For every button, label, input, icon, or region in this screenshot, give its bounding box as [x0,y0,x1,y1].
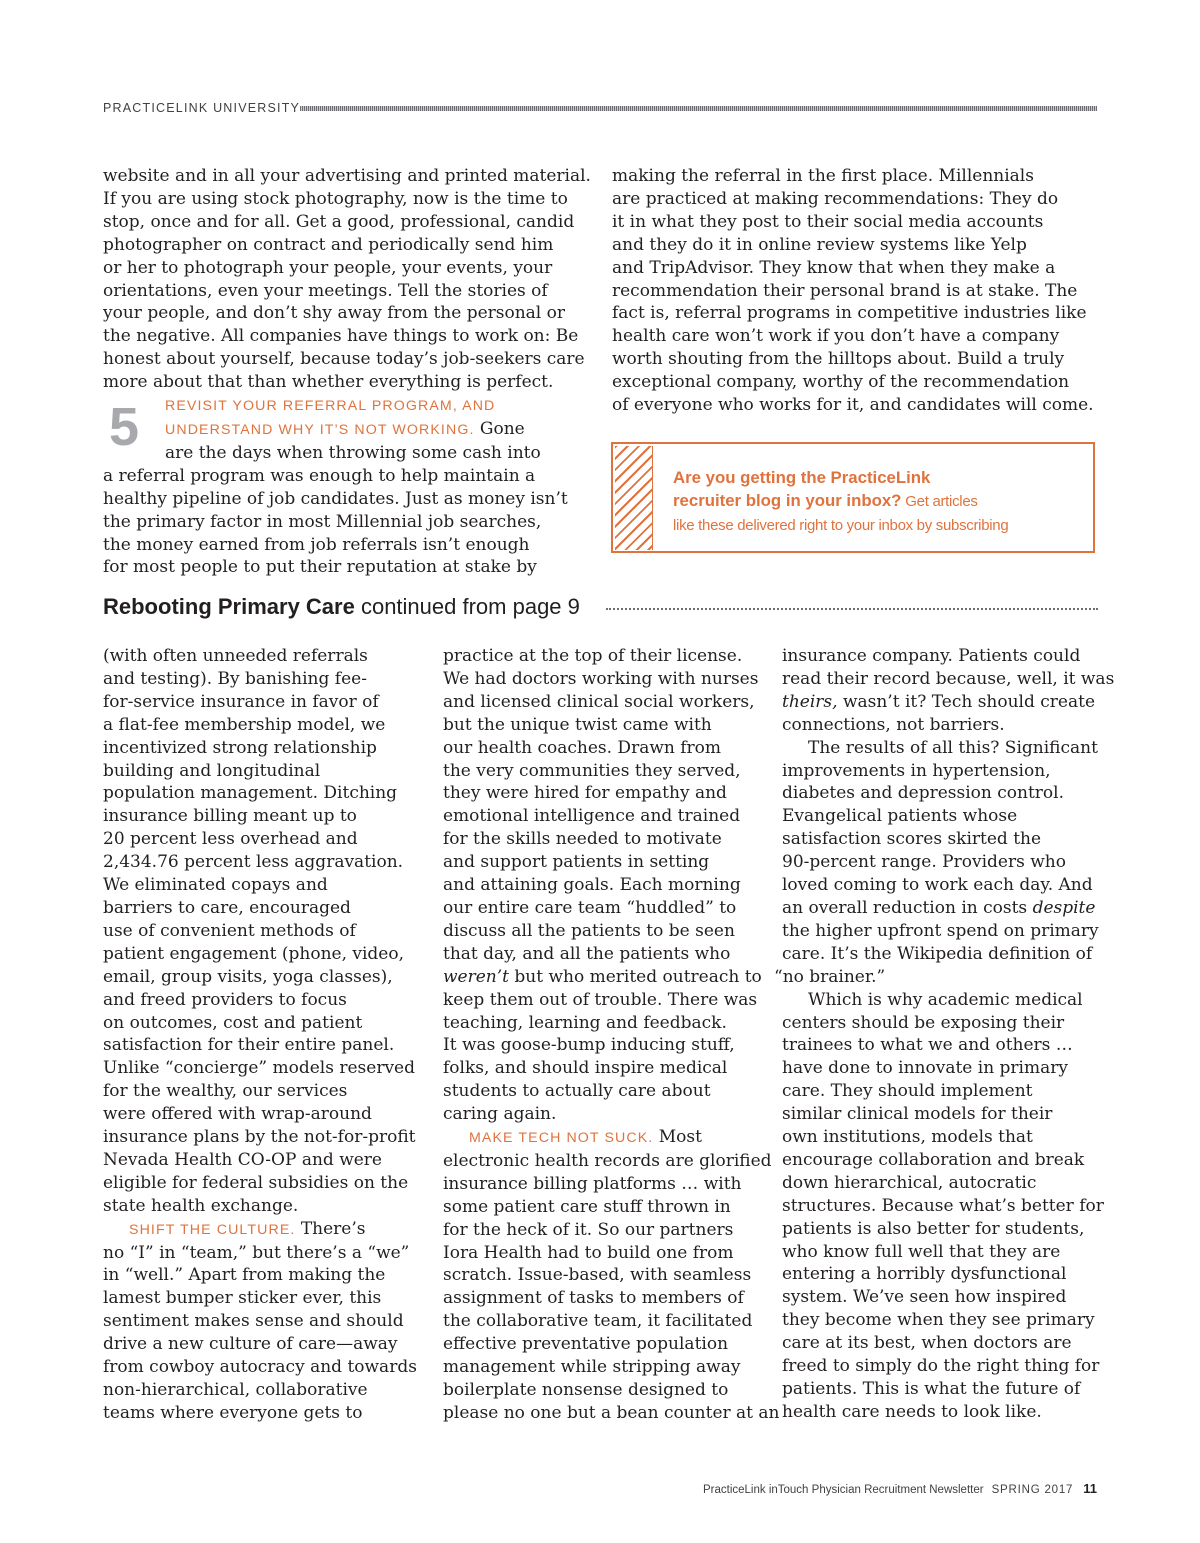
text-line: building and longitudinal [103,760,321,781]
text-line: recommendation their personal brand is at stake. The [612,280,1078,301]
text-line: caring again. [443,1104,557,1125]
text-line: your people, and don’t shy away from the personal or [103,303,566,324]
text-line: were offered with wrap-around [103,1104,372,1125]
callout-line [673,513,1073,537]
text-line [443,966,773,989]
text-line: and they do it in online review systems like Yelp [612,234,1027,255]
text-line: it in what they post to their social media accounts [612,211,1044,232]
text-line: health care needs to look like. [782,1401,1042,1422]
text-line: insurance plans by the not-for-profit [103,1127,416,1148]
text-line: boilerplate nonsense designed to [443,1380,729,1400]
text-line: similar clinical models for their [782,1104,1053,1125]
text-line: insurance billing meant up to [103,806,357,827]
text-line: Iora Health had to build one from [443,1242,734,1263]
callout-text [673,466,1073,537]
italic-run: despite [1032,897,1096,918]
footer-publication: PracticeLink inTouch Physician Recruitment Newsletter [702,1484,984,1496]
text-line: for the heck of it. So our partners [443,1219,734,1240]
blog-callout-box[interactable] [611,442,1095,553]
text-run: an overall reduction in costs [782,897,1033,918]
text-line: 20 percent less overhead and [103,829,358,850]
text-line: satisfaction for their entire panel. [103,1035,395,1056]
text-line: insurance billing platforms … with [443,1173,742,1194]
text-line: more about that than whether everything is perfect. [103,372,554,393]
text-line: satisfaction scores skirted the [782,829,1042,850]
text-line: for the skills needed to motivate [443,829,722,850]
subhead-line [443,1126,773,1150]
text-line: in “well.” Apart from making the [103,1265,386,1286]
callout-line [673,489,1073,513]
text-line: that day, and all the patients who [443,943,731,964]
text-line: If you are using stock photography, now is the time to [103,188,568,209]
text-line: they were hired for empathy and [443,783,727,804]
text-line: We had doctors working with nurses [443,668,759,689]
callout-line [673,466,1073,489]
section-dotted-rule [606,608,1098,610]
text-line: health care won’t work if you don’t have a company [612,326,1060,347]
text-line: structures. Because what’s better for [782,1195,1104,1216]
text-line: own institutions, models that [782,1127,1033,1148]
text-line: management while stripping away [443,1357,741,1378]
text-line: a flat-fee membership model, we [103,714,386,735]
text-line: Nevada Health CO-OP and were [103,1149,382,1170]
text-line: It was goose-bump inducing stuff, [443,1035,735,1056]
top-left-column [103,165,598,579]
text-line: down hierarchical, autocratic [782,1172,1037,1193]
text-line: population management. Ditching [103,783,398,804]
text-line: orientations, even your meetings. Tell the stories of [103,280,548,301]
text-line: diabetes and depression control. [782,783,1065,804]
page-number: 11 [1083,1481,1097,1496]
text-line: a referral program was enough to help maintain a [103,465,536,486]
text-line: assignment of tasks to members of [443,1288,744,1309]
text-line: sentiment makes sense and should [103,1311,404,1332]
article-column-3 [774,645,1115,1424]
text-line: and attaining goals. Each morning [443,875,741,896]
text-line: Evangelical patients whose [782,806,1018,827]
text-line: for the wealthy, our services [103,1081,348,1102]
text-line: patients is also better for students, [782,1218,1085,1239]
text-line: drive a new culture of care—away [103,1334,398,1355]
text-line: some patient care stuff thrown in [443,1196,731,1217]
text-line: no “I” in “team,” but there’s a “we” [103,1242,410,1263]
text-line: exceptional company, worthy of the recommendation [612,372,1070,393]
text-line: 2,434.76 percent less aggravation. [103,852,404,873]
text-line: patients. This is what the future of [782,1379,1081,1399]
text-line: have done to innovate in primary [782,1058,1068,1079]
section-title-bold: Rebooting Primary Care [103,594,355,619]
text-line: patient engagement (phone, video, [103,943,405,964]
text-line: care at its best, when doctors are [782,1333,1072,1354]
subhead-shift-the-culture: SHIFT THE CULTURE. [129,1221,296,1238]
text-line: honest about yourself, because today’s job-seekers care [103,349,585,370]
top-left-intro [103,165,598,394]
text-line: our entire care team “huddled” to [443,897,737,918]
text-line [782,691,1112,714]
text-line: teaching, learning and feedback. [443,1012,727,1033]
text-line: insurance company. Patients could [782,646,1081,666]
text-line: care. They should implement [782,1081,1033,1102]
text-line: of everyone who works for it, and candidates will come. [612,395,1094,416]
text-line: for most people to put their reputation at stake by [103,557,537,578]
text-line: stop, once and for all. Get a good, professional, candid [103,211,575,232]
text-line: email, group visits, yoga classes), [103,966,393,987]
subhead-line [103,1218,433,1242]
text-line: worth shouting from the hilltops about. Build a truly [612,349,1065,370]
text-line: for-service insurance in favor of [103,691,379,712]
callout-bold: recruiter blog in your inbox? [673,491,902,510]
text-line: website and in all your advertising and printed material. [103,166,591,186]
text-line [782,897,1112,920]
text-run: but who merited outreach to [508,966,762,987]
text-line: but the unique twist came with [443,714,712,735]
text-line: barriers to care, encouraged [103,897,351,918]
text-line: keep them out of trouble. There was [443,989,758,1010]
text-line: “no brainer.” [774,966,886,987]
text-line: incentivized strong relationship [103,737,377,758]
text-line: discuss all the patients to be seen [443,920,735,941]
text-line: system. We’ve seen how inspired [782,1287,1067,1308]
text-line: please no one but a bean counter at an [443,1402,780,1423]
text-line: and TripAdvisor. They know that when they make a [612,257,1056,278]
text-line: and licensed clinical social workers, [443,691,755,712]
text-line: loved coming to work each day. And [782,875,1093,896]
text-line: electronic health records are glorified [443,1150,772,1171]
text-line: on outcomes, cost and patient [103,1012,363,1033]
text-line: the very communities they served, [443,760,741,781]
text-line: fact is, referral programs in competitive industries like [612,303,1087,324]
section-title-continued: continued from page 9 [354,594,580,619]
text-line: and support patients in setting [443,852,710,873]
text-line: read their record because, well, it was [782,668,1115,689]
text-line: entering a horribly dysfunctional [782,1264,1067,1285]
text-line: non-hierarchical, collaborative [103,1380,368,1400]
text-line: encourage collaboration and break [782,1149,1085,1170]
text-line: freed to simply do the right thing for [782,1356,1100,1377]
section-header: PRACTICELINK UNIVERSITY [103,101,301,115]
text-line: the primary factor in most Millennial job searches, [103,511,542,532]
text-line: folks, and should inspire medical [443,1058,728,1079]
subhead-make-tech-not-suck: MAKE TECH NOT SUCK. [469,1130,654,1147]
text-line: effective preventative population [443,1334,729,1355]
callout-bold: Are you getting the PracticeLink [673,468,931,487]
text-line: and testing). By banishing fee- [103,668,367,689]
text-line: the money earned from job referrals isn’t enough [103,534,530,555]
page-footer [703,1481,1097,1496]
text-line: are practiced at making recommendations: They do [612,188,1059,209]
text-line: emotional intelligence and trained [443,806,741,827]
text-line: the collaborative team, it facilitated [443,1311,753,1332]
text-line: state health exchange. [103,1195,299,1216]
text-line: or her to photograph your people, your events, your [103,257,553,278]
tip-heading-line [103,418,598,442]
text-line: making the referral in the first place. Millennials [612,166,1034,186]
text-line: centers should be exposing their [782,1012,1065,1033]
callout-subscribe-link[interactable]: like these delivered right to your inbox by subscribing [673,517,1009,534]
text-line: the higher upfront spend on primary [782,920,1099,941]
text-line: from cowboy autocracy and towards [103,1357,417,1378]
text-line: trainees to what we and others … [782,1035,1073,1056]
text-line: eligible for federal subsidies on the [103,1172,409,1193]
text-line: and freed providers to focus [103,989,347,1010]
article-column-2 [443,645,780,1425]
text-line: care. It’s the Wikipedia definition of [782,943,1093,964]
text-line: (with often unneeded referrals [103,646,368,666]
text-run: Gone [474,418,525,439]
top-right-column [612,165,1100,417]
tip-number: 5 [109,397,140,458]
section-title [103,594,580,620]
text-line: improvements in hypertension, [782,760,1051,781]
text-line: are the days when throwing some cash into [165,442,541,463]
text-line: healthy pipeline of job candidates. Just as money isn’t [103,488,568,509]
italic-run: theirs, [782,691,838,712]
text-line: who know full well that they are [782,1241,1061,1262]
text-line: We eliminated copays and [103,875,328,896]
text-line: our health coaches. Drawn from [443,737,722,758]
hatch-decoration [615,446,653,550]
callout-light: Get articles [901,493,978,510]
text-line: students to actually care about [443,1081,711,1102]
tip-heading: REVISIT YOUR REFERRAL PROGRAM, AND [165,398,496,415]
text-line: connections, not barriers. [782,714,1005,735]
text-line: photographer on contract and periodically send him [103,234,554,255]
article-column-1 [103,645,433,1425]
text-line: Unlike “concierge” models reserved [103,1058,416,1079]
header-rule [300,106,1097,111]
italic-run: weren’t [443,966,509,987]
tip-5 [103,394,598,579]
text-line: scratch. Issue-based, with seamless [443,1265,752,1286]
text-line: practice at the top of their license. [443,646,743,666]
text-line: 90-percent range. Providers who [782,852,1066,873]
text-run: wasn’t it? Tech should create [837,691,1096,712]
text-run: There’s [295,1218,366,1239]
footer-season: SPRING 2017 [991,1484,1074,1496]
text-line: teams where everyone gets to [103,1402,363,1423]
text-line: The results of all this? Significant [808,737,1098,758]
text-run: Most [653,1127,702,1148]
tip-heading-line [103,394,598,418]
text-line: use of convenient methods of [103,920,356,941]
tip-heading: UNDERSTAND WHY IT’S NOT WORKING. [165,421,475,438]
text-line: the negative. All companies have things to work on: Be [103,326,579,347]
text-line: lamest bumper sticker ever, this [103,1288,382,1309]
text-line: Which is why academic medical [808,989,1083,1010]
text-line: they become when they see primary [782,1310,1095,1331]
